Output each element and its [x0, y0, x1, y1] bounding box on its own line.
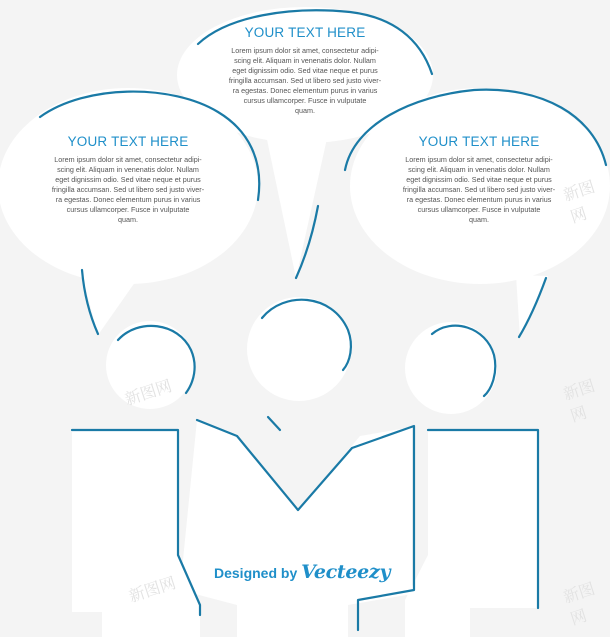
watermark: 新图网 [560, 375, 598, 426]
credit-brand-logo: Vecteezy [301, 561, 391, 583]
bubble-center-text [207, 25, 403, 116]
bubble-left-text [30, 134, 226, 225]
watermark: 新图网 [560, 176, 598, 227]
designer-credit [214, 561, 390, 583]
bubble-right-title: YOUR TEXT HERE [418, 134, 540, 149]
bubble-center-tail-shape [265, 130, 328, 278]
person-left-body-shape [72, 430, 200, 637]
bubble-center-body: Lorem ipsum dolor sit amet, consectetur adipi- scing elit. Aliquam in venenatis dolor. Nullam eget dignissim odio. Sed vitae neque et purus fringilla accumsan. Sed ut libero sed justo viver- ra egestas. Donec elementum purus in varius cursus ullamcorper. Fusce in vulputate quam. [228, 46, 382, 115]
watermark: 新图网 [126, 572, 179, 606]
credit-prefix: Designed by [214, 565, 298, 581]
watermark: 新图网 [560, 578, 598, 629]
bubble-left-body: Lorem ipsum dolor sit amet, consectetur adipi- scing elit. Aliquam in venenatis dolor. Nullam eget dignissim odio. Sed vitae neque et purus fringilla accumsan. Sed ut libero sed justo viver- ra egestas. Donec elementum purus in varius cursus ullamcorper. Fusce in vulputate quam. [51, 155, 205, 224]
person-center-body-shape [180, 420, 412, 637]
bubble-right-body: Lorem ipsum dolor sit amet, consectetur adipi- scing elit. Aliquam in venenatis dolor. Nullam eget dignissim odio. Sed vitae neque et purus fringilla accumsan. Sed ut libero sed justo viver- ra egestas. Donec elementum purus in varius cursus ullamcorper. Fusce in vulputate quam. [402, 155, 556, 224]
person-center-shoulder-outline [268, 417, 280, 430]
bubble-right-text [381, 134, 577, 225]
bubble-left-title: YOUR TEXT HERE [67, 134, 189, 149]
person-right-body-shape [405, 430, 538, 637]
bubble-center-title: YOUR TEXT HERE [244, 25, 366, 40]
watermark: 新图网 [122, 375, 175, 409]
bubble-left-tail-shape [80, 268, 138, 335]
